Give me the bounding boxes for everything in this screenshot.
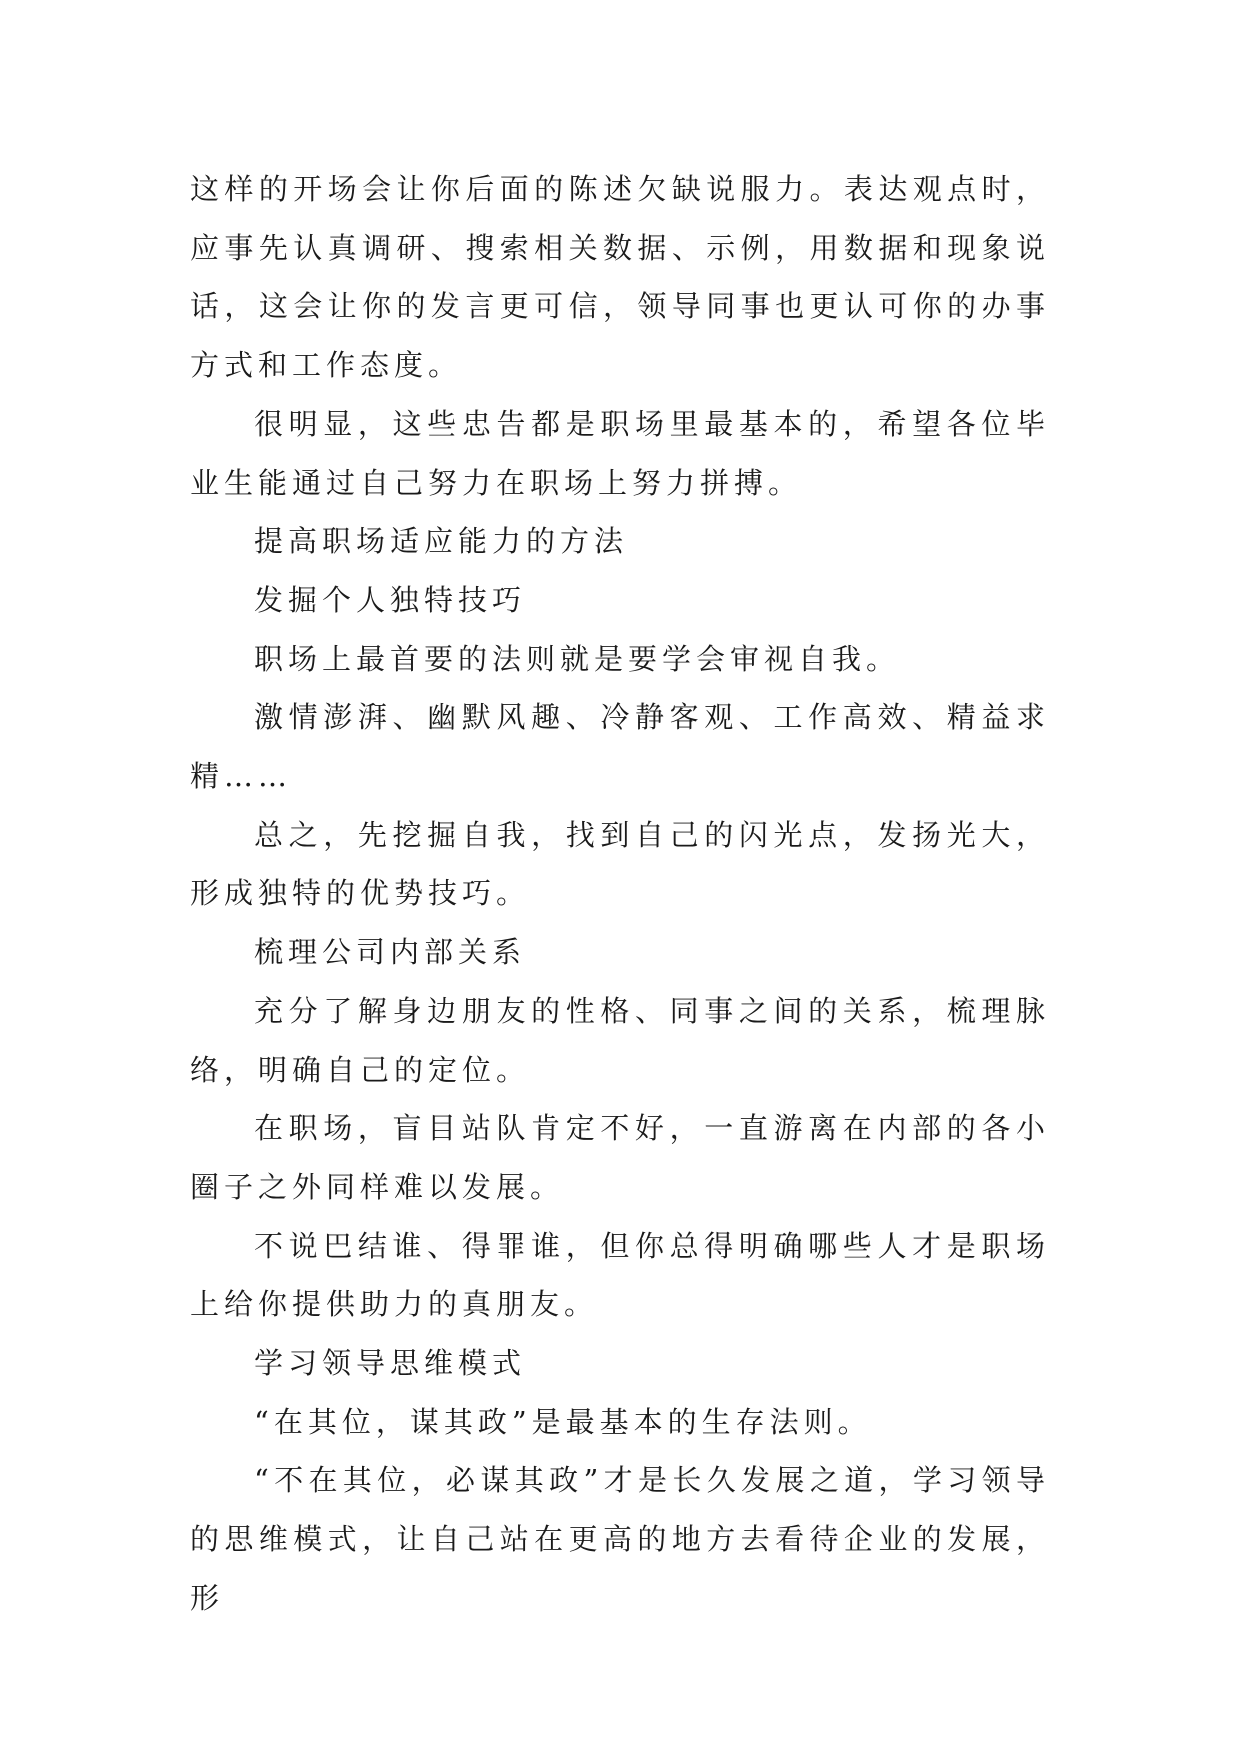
paragraph: 充分了解身边朋友的性格、同事之间的关系，梳理脉络，明确自己的定位。: [190, 993, 1050, 1087]
paragraph: 这样的开场会让你后面的陈述欠缺说服力。表达观点时，应事先认真调研、搜索相关数据、示例，用数据和现象说话，这会让你的发言更可信，领导同事也更认可你的办事方式和工作态度。: [190, 172, 1050, 383]
paragraph: 总之，先挖掘自我，找到自己的闪光点，发扬光大，形成独特的优势技巧。: [190, 817, 1050, 911]
paragraph: “在其位，谋其政”是最基本的生存法则。: [254, 1404, 872, 1439]
subsection-heading: 梳理公司内部关系: [254, 935, 527, 970]
paragraph: 不说巴结谁、得罪谁，但你总得明确哪些人才是职场上给你提供助力的真朋友。: [190, 1228, 1050, 1322]
subsection-heading: 发掘个人独特技巧: [254, 582, 527, 617]
paragraph: “不在其位，必谋其政”才是长久发展之道，学习领导的思维模式，让自己站在更高的地方去看待企业的发展，形: [190, 1463, 1050, 1615]
paragraph: 激情澎湃、幽默风趣、冷静客观、工作高效、精益求精……: [190, 700, 1050, 794]
subsection-heading: 学习领导思维模式: [254, 1346, 527, 1381]
paragraph: 职场上最首要的法则就是要学会审视自我。: [254, 641, 901, 676]
paragraph: 很明显，这些忠告都是职场里最基本的，希望各位毕业生能通过自己努力在职场上努力拼搏。: [190, 406, 1050, 500]
paragraph: 在职场，盲目站队肯定不好，一直游离在内部的各小圈子之外同样难以发展。: [190, 1111, 1050, 1204]
document-body: [190, 160, 1050, 1628]
section-heading: 提高职场适应能力的方法: [254, 524, 629, 559]
